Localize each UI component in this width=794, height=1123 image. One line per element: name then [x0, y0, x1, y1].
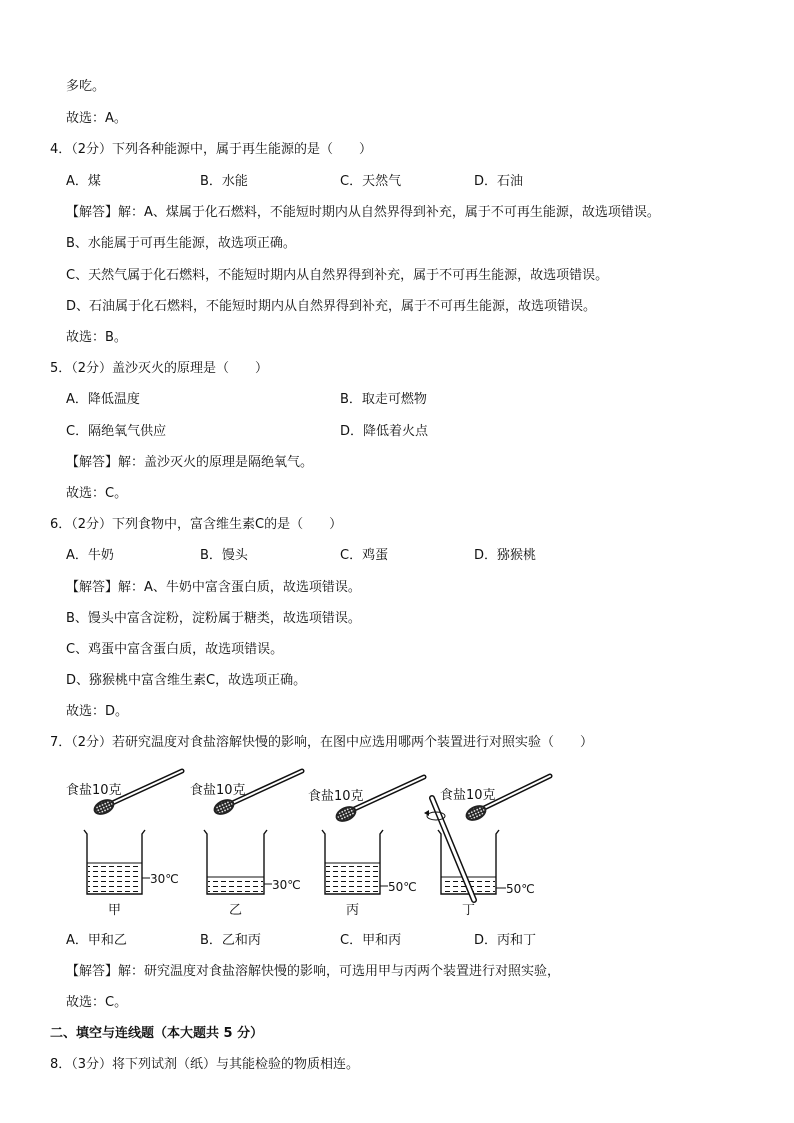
text-line: 多吃。	[66, 79, 106, 94]
setup-name: 甲	[108, 903, 122, 918]
answer-line: 【解答】解：研究温度对食盐溶解快慢的影响，可选用甲与丙两个装置进行对照实验，	[66, 964, 561, 979]
answer-line: B、馒头中富含淀粉，淀粉属于糖类，故选项错误。	[66, 611, 361, 626]
setup-jia	[66, 771, 182, 918]
answer-choice: 故选：C。	[66, 995, 128, 1010]
option-a: A．煤	[66, 174, 101, 189]
setup-yi	[190, 771, 302, 918]
option-c: C．甲和丙	[340, 933, 402, 948]
setup-name: 丁	[462, 903, 476, 918]
temperature-label: 50℃	[388, 880, 417, 894]
salt-label: 食盐10克	[308, 789, 364, 804]
beaker-experiment-figure	[60, 764, 560, 924]
answer-line: D、猕猴桃中富含维生素C，故选项正确。	[66, 673, 307, 688]
answer-choice: 故选：D。	[66, 704, 129, 719]
temperature-label: 50℃	[506, 882, 535, 896]
answer-line: D、石油属于化石燃料，不能短时期内从自然界得到补充，属于不可再生能源，故选项错误。	[66, 299, 597, 314]
question-6-stem: 6．（2分）下列食物中，富含维生素C的是（ ）	[50, 517, 343, 532]
option-d: D．石油	[474, 174, 524, 189]
option-d: D．猕猴桃	[474, 548, 537, 563]
question-8-stem: 8．（3分）将下列试剂（纸）与其能检验的物质相连。	[50, 1057, 360, 1072]
question-5-stem: 5．（2分）盖沙灭火的原理是（ ）	[50, 361, 269, 376]
option-a: A．牛奶	[66, 548, 114, 563]
answer-line: 【解答】解：A、煤属于化石燃料，不能短时期内从自然界得到补充，属于不可再生能源，故选项错误。	[66, 205, 660, 220]
option-d: D．降低着火点	[340, 424, 429, 439]
temperature-label: 30℃	[272, 878, 301, 892]
option-a: A．降低温度	[66, 392, 140, 407]
option-d: D．丙和丁	[474, 933, 537, 948]
option-c: C．鸡蛋	[340, 548, 389, 563]
setup-bing	[308, 777, 424, 918]
temperature-label: 30℃	[150, 872, 179, 886]
setup-name: 乙	[229, 903, 243, 918]
answer-line: B、水能属于可再生能源，故选项正确。	[66, 236, 296, 251]
salt-label: 食盐10克	[190, 783, 246, 798]
salt-label: 食盐10克	[66, 783, 122, 798]
answer-choice: 故选：C。	[66, 486, 128, 501]
question-7-stem: 7．（2分）若研究温度对食盐溶解快慢的影响，在图中应选用哪两个装置进行对照实验（ ）	[50, 735, 594, 750]
option-b: B．馒头	[200, 548, 248, 563]
setup-ding	[424, 776, 550, 918]
answer-line: C、天然气属于化石燃料，不能短时期内从自然界得到补充，属于不可再生能源，故选项错误。	[66, 268, 609, 283]
question-4-stem: 4．（2分）下列各种能源中，属于再生能源的是（ ）	[50, 142, 373, 157]
answer-line: C、鸡蛋中富含蛋白质，故选项错误。	[66, 642, 284, 657]
answer-choice: 故选：B。	[66, 330, 127, 345]
section-heading: 二、填空与连线题（本大题共 5 分）	[50, 1026, 264, 1041]
answer-line: 【解答】解：盖沙灭火的原理是隔绝氧气。	[66, 455, 314, 470]
option-a: A．甲和乙	[66, 933, 127, 948]
option-b: B．水能	[200, 174, 248, 189]
option-c: C．天然气	[340, 174, 402, 189]
text-line: 故选：A。	[66, 111, 127, 126]
option-b: B．取走可燃物	[340, 392, 427, 407]
salt-label: 食盐10克	[440, 788, 496, 803]
setup-name: 丙	[346, 903, 360, 918]
option-b: B．乙和丙	[200, 933, 261, 948]
answer-line: 【解答】解：A、牛奶中富含蛋白质，故选项错误。	[66, 580, 361, 595]
option-c: C．隔绝氧气供应	[66, 424, 167, 439]
